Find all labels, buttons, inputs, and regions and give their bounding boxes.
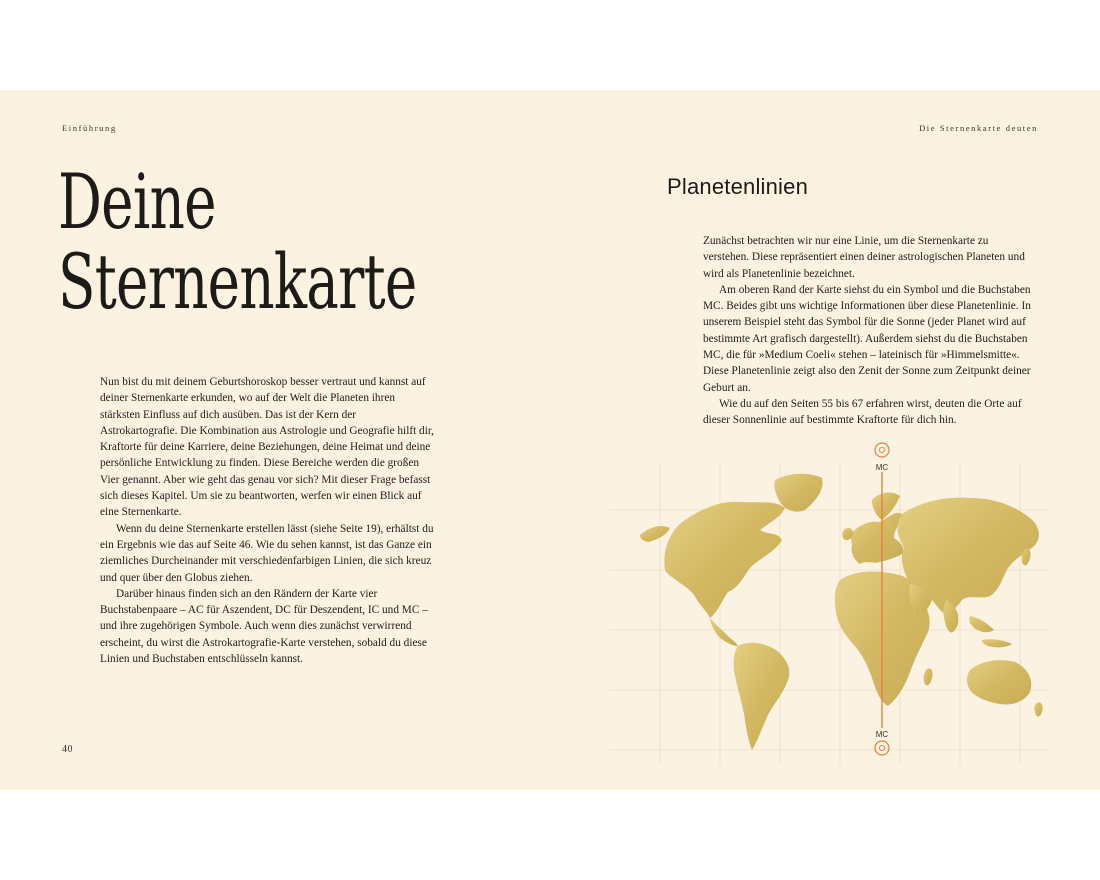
central-america-shape [710,618,738,646]
mc-label-bottom: MC [875,730,889,739]
section-title: Planetenlinien [667,174,809,199]
left-body-text [100,374,434,667]
running-head-left: Einführung [62,123,117,133]
continents [640,474,1043,750]
sun-symbol-icon-bottom [875,741,889,755]
running-head-right: Die Sternenkarte deuten [919,123,1038,133]
right-body-text [703,233,1037,429]
right-paragraph-1: Zunächst betrachten wir nur eine Linie, um die Sternenkarte zu verstehen. Diese repräsentiert einen deiner astrologischen Planeten und wird als Planetenlinie bezeichnet. [703,235,1025,280]
sun-symbol-icon-top [875,443,889,457]
south-america-shape [734,643,790,750]
page-number: 40 [62,744,73,755]
right-paragraph-2: Am oberen Rand der Karte siehst du ein Symbol und die Buchstaben MC. Beides gibt uns wichtige Informationen über diese Planetenlinie. In unserem Beispiel steht das Symbol für die Sonne (jeder Planet wird auf bestimmte Art grafisch dargestellt). Außerdem siehst du die Buchstaben MC, die für »Medium Coeli« stehen – lateinisch für »Himmelsmitte«. Diese Planetenlinie zeigt also den Zenit der Sonne zum Zeitpunkt deiner Geburt an. [703,283,1031,394]
page-title-line-1: Deine [58,157,216,246]
australia-shape [967,660,1031,704]
page-title [58,157,417,326]
world-map-figure [610,440,1050,765]
left-paragraph-2: Wenn du deine Sternenkarte erstellen lässt (siehe Seite 19), erhältst du ein Ergebnis wie das auf Seite 46. Wie du sehen kannst, ist das Ganze ein ziemliches Durcheinander mit verschiedenfarbigen Linien, die sich kreuz und quer über den Globus ziehen. [100,522,434,584]
left-paragraph-3: Darüber hinaus finden sich an den Rändern der Karte vier Buchstabenpaare – AC für Aszendent, DC für Deszendent, IC und MC – und ihre zugehörigen Symbole. Auch wenn dies zunächst verwirrend erscheint, du wirst die Astrokartografie-Karte verstehen, sobald du diese Linien und Buchstaben entschlüsseln kannst. [100,587,428,666]
world-map-svg [610,440,1050,765]
left-paragraph-1: Nun bist du mit deinem Geburtshoroskop besser vertraut und kannst auf deiner Sternenkarte erkunden, wo auf der Welt die Planeten ihren stärksten Einfluss auf dich ausüben. Das ist der Kern der Astrokartografie. Die Kombination aus Astrologie und Geografie hilft dir, Kraftorte für deine Karriere, deine Beziehungen, deine Heimat und deine persönliche Entwicklung zu finden. Diese Bereiche werden die großen Vier genannt. Aber wie geht das genau vor sich? Mit dieser Frage befasst sich dieses Kapitel. Um sie zu beantworten, werfen wir einen Blick auf eine Sternenkarte. [100,376,434,519]
europe-shape [850,513,903,564]
north-america-shape [664,502,785,618]
mc-label-top: MC [875,463,889,472]
page-title-line-2: Sternenkarte [58,237,417,326]
right-paragraph-3: Wie du auf den Seiten 55 bis 67 erfahren wirst, deuten die Orte auf dieser Sonnenlinie auf bestimmte Kraftorte für dich hin. [703,397,1022,427]
book-spread [0,90,1100,790]
